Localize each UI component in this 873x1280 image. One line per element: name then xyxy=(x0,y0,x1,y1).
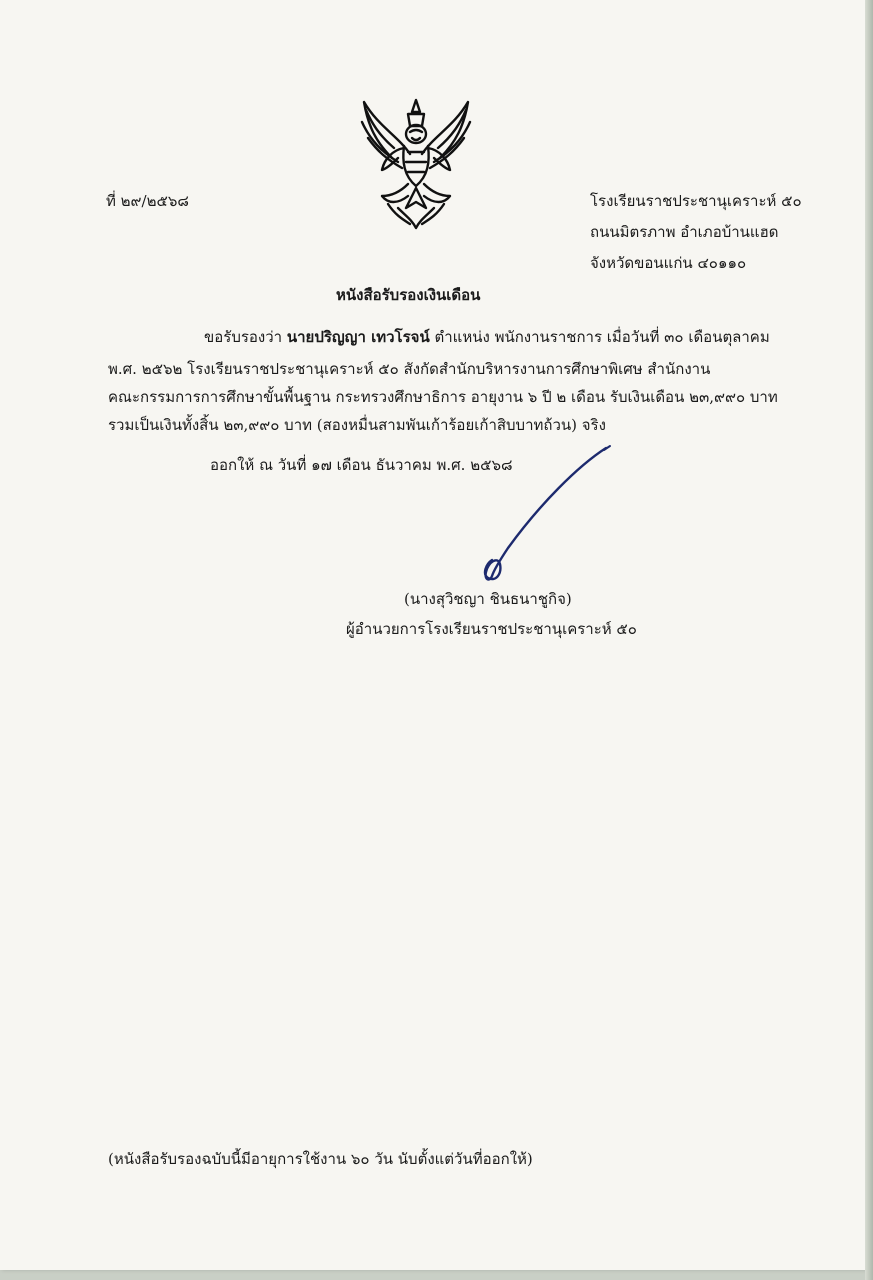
signer-position: ผู้อำนวยการโรงเรียนราชประชานุเคราะห์ ๕๐ xyxy=(346,620,637,638)
background-edge xyxy=(865,0,873,1280)
body-line-3: คณะกรรมการการศึกษาขั้นพื้นฐาน กระทรวงศึกษาธิการ อายุงาน ๖ ปี ๒ เดือน รับเงินเดือน ๒๓,๙๙๐ บาท xyxy=(108,388,778,406)
signer-name: (นางสุวิชญา ชินธนาชูกิจ) xyxy=(404,590,572,608)
body-line-1 xyxy=(204,330,770,345)
address-line-school: โรงเรียนราชประชานุเคราะห์ ๕๐ xyxy=(590,192,802,210)
validity-footnote: (หนังสือรับรองฉบับนี้มีอายุการใช้งาน ๖๐ วัน นับตั้งแต่วันที่ออกให้) xyxy=(108,1150,533,1168)
body-prefix: ขอรับรองว่า xyxy=(204,328,283,346)
body-position: ตำแหน่ง พนักงานราชการ เมื่อวันที่ ๓๐ เดือนตุลาคม xyxy=(434,328,770,346)
body-line-4: รวมเป็นเงินทั้งสิ้น ๒๓,๙๙๐ บาท (สองหมื่นสามพันเก้าร้อยเก้าสิบบาทถ้วน) จริง xyxy=(108,416,606,434)
body-line-2: พ.ศ. ๒๕๖๒ โรงเรียนราชประชานุเคราะห์ ๕๐ สังกัดสำนักบริหารงานการศึกษาพิเศษ สำนักงาน xyxy=(108,360,711,378)
garuda-emblem xyxy=(358,96,474,230)
address-line-road: ถนนมิตรภาพ อำเภอบ้านแฮด xyxy=(590,223,779,241)
signature xyxy=(470,444,620,584)
reference-number: ที่ ๒๙/๒๕๖๘ xyxy=(106,192,189,210)
issue-date: ออกให้ ณ วันที่ ๑๗ เดือน ธันวาคม พ.ศ. ๒๕๖๘ xyxy=(210,456,513,474)
address-line-province: จังหวัดขอนแก่น ๔๐๑๑๐ xyxy=(590,254,747,272)
employee-name: นายปริญญา เทวโรจน์ xyxy=(286,328,430,346)
document-title: หนังสือรับรองเงินเดือน xyxy=(336,286,481,304)
